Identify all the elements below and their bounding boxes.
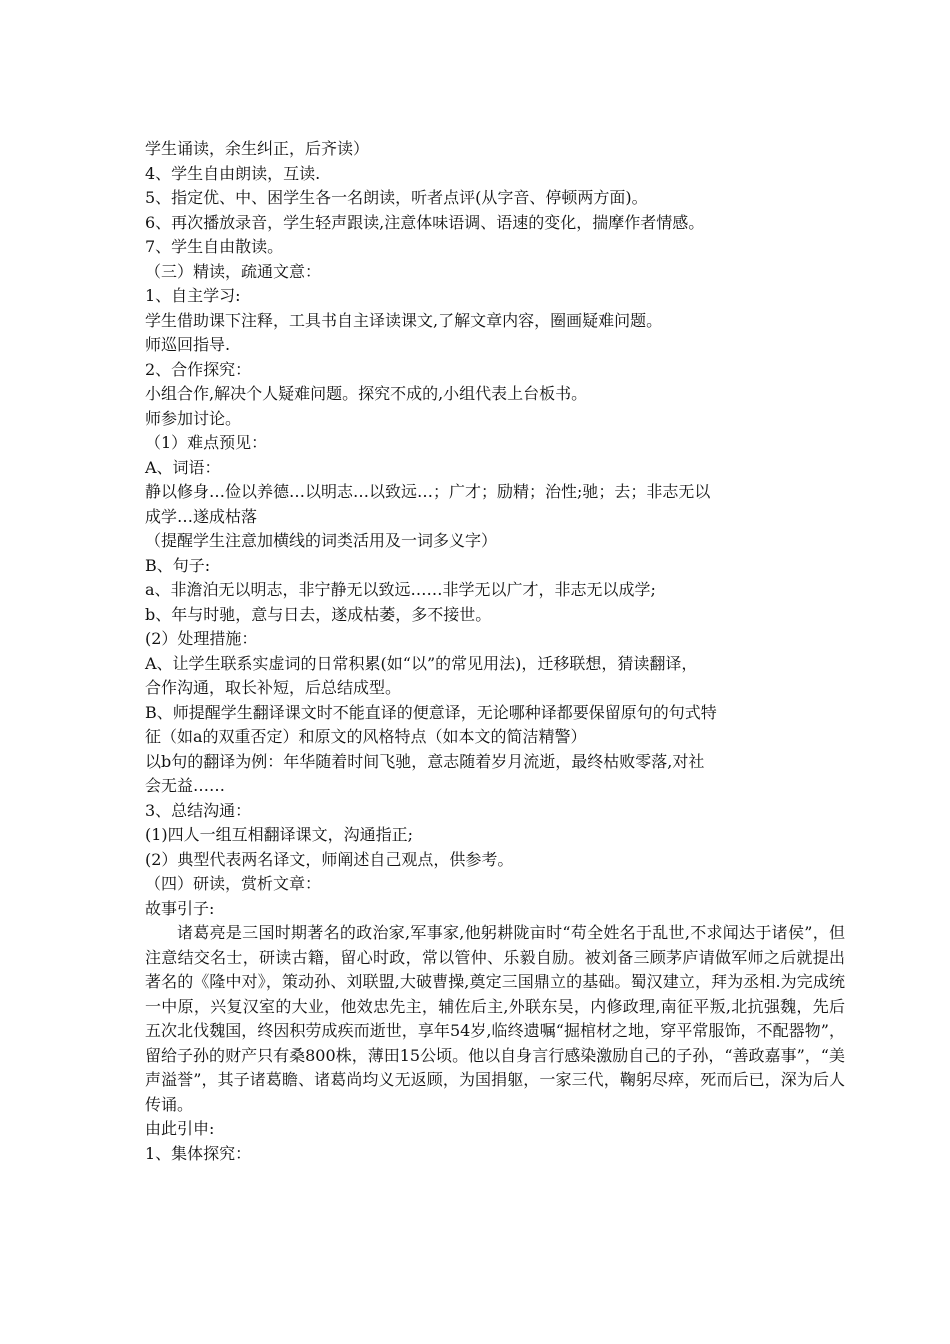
text-line: 师巡回指导. [145, 335, 231, 354]
text-line: 成学…遂成枯落 [145, 506, 258, 526]
text-line: 小组合作,解决个人疑难问题。探究不成的,小组代表上台板书。 [145, 384, 588, 403]
text-line: 会无益…… [145, 776, 226, 795]
text-line: 7、学生自由散读。 [145, 237, 284, 256]
text-line: a、非澹泊无以明志，非宁静无以致远……非学无以广才，非志无以成学; [145, 580, 656, 599]
text-line: 征（如a的双重否定）和原文的风格特点（如本文的简洁精警） [145, 727, 587, 746]
text-line: 1、自主学习: [145, 286, 241, 305]
text-line: 6、再次播放录音，学生轻声跟读,注意体味语调、语速的变化，揣摩作者情感。 [145, 212, 705, 232]
text-line: 学生借助课下注释，工具书自主译读课文,了解文章内容，圈画疑难问题。 [145, 310, 663, 330]
text-line: （1）难点预见： [145, 433, 268, 452]
text-line: (2）典型代表两名译文，师阐述自己观点，供参考。 [145, 849, 514, 869]
text-line: B、师提醒学生翻译课文时不能直译的便意译，无论哪种译都要保留原句的句式特 [145, 702, 717, 722]
section-heading: （三）精读，疏通文意： [145, 261, 322, 281]
text-line: 合作沟通，取长补短，后总结成型。 [145, 678, 402, 697]
text-line: b、年与时驰，意与日去，遂成枯萎，多不接世。 [145, 604, 492, 624]
section-heading: （四）研读，赏析文章： [145, 874, 322, 893]
text-line: 2、合作探究： [145, 359, 252, 379]
text-line: (2）处理措施： [145, 629, 258, 648]
text-line: (1)四人一组互相翻译课文，沟通指正; [145, 825, 414, 844]
story-paragraph: 诸葛亮是三国时期著名的政治家,军事家,他躬耕陇亩时“苟全姓名于乱世,不求闻达于诸侯”，但注意结交名士，研读古籍，留心时政，常以管仲、乐毅自励。被刘备三顾茅庐请做军师之后就提出著名的《隆中对》，策动孙、刘联盟,大破曹操,奠定三国鼎立的基础。蜀汉建立，拜为丞相.为完成统一中原，兴复汉室的大业，他效忠先主，辅佐后主,外联东吴，内修政理,南征平叛,北抗强魏，先后五次北伐魏国，终因积劳成疾而逝世，享年54岁,临终遗嘱“掘棺材之地，穿平常服饰，不配器物”，留给子孙的财产只有桑800株，薄田15公顷。他以自身言行感染激励自己的子孙，“善政嘉事”，“美声溢誉”，其子诸葛瞻、诸葛尚均义无返顾，为国捐躯，一家三代，鞠躬尽瘁，死而后已，深为后人传诵。 [145, 923, 845, 1114]
text-line: 故事引子: [145, 898, 215, 918]
text-line: 师参加讨论。 [145, 408, 242, 428]
text-line: 5、指定优、中、困学生各一名朗读，听者点评(从字音、停顿两方面)。 [145, 188, 648, 207]
text-line: 以b句的翻译为例：年华随着时间飞驰，意志随着岁月流逝，最终枯败零落,对社 [145, 751, 705, 771]
text-line: B、句子: [145, 555, 211, 575]
text-line: 4、学生自由朗读，互读. [145, 163, 321, 183]
text-line: 1、集体探究： [145, 1143, 252, 1163]
text-line: 学生诵读，余生纠正，后齐读） [145, 139, 370, 158]
text-line: 3、总结沟通： [145, 800, 252, 820]
text-line: 由此引申: [145, 1119, 215, 1138]
text-line: A、词语： [145, 457, 221, 477]
text-line: 静以修身…俭以养德…以明志…以致远…；广才；励精；治性;驰；去；非志无以 [145, 482, 711, 501]
text-line: （提醒学生注意加横线的词类活用及一词多义字） [145, 531, 498, 550]
document-body [145, 137, 845, 1166]
text-line: A、让学生联系实虚词的日常积累(如“以”的常见用法)，迁移联想，猜读翻译， [145, 653, 698, 673]
